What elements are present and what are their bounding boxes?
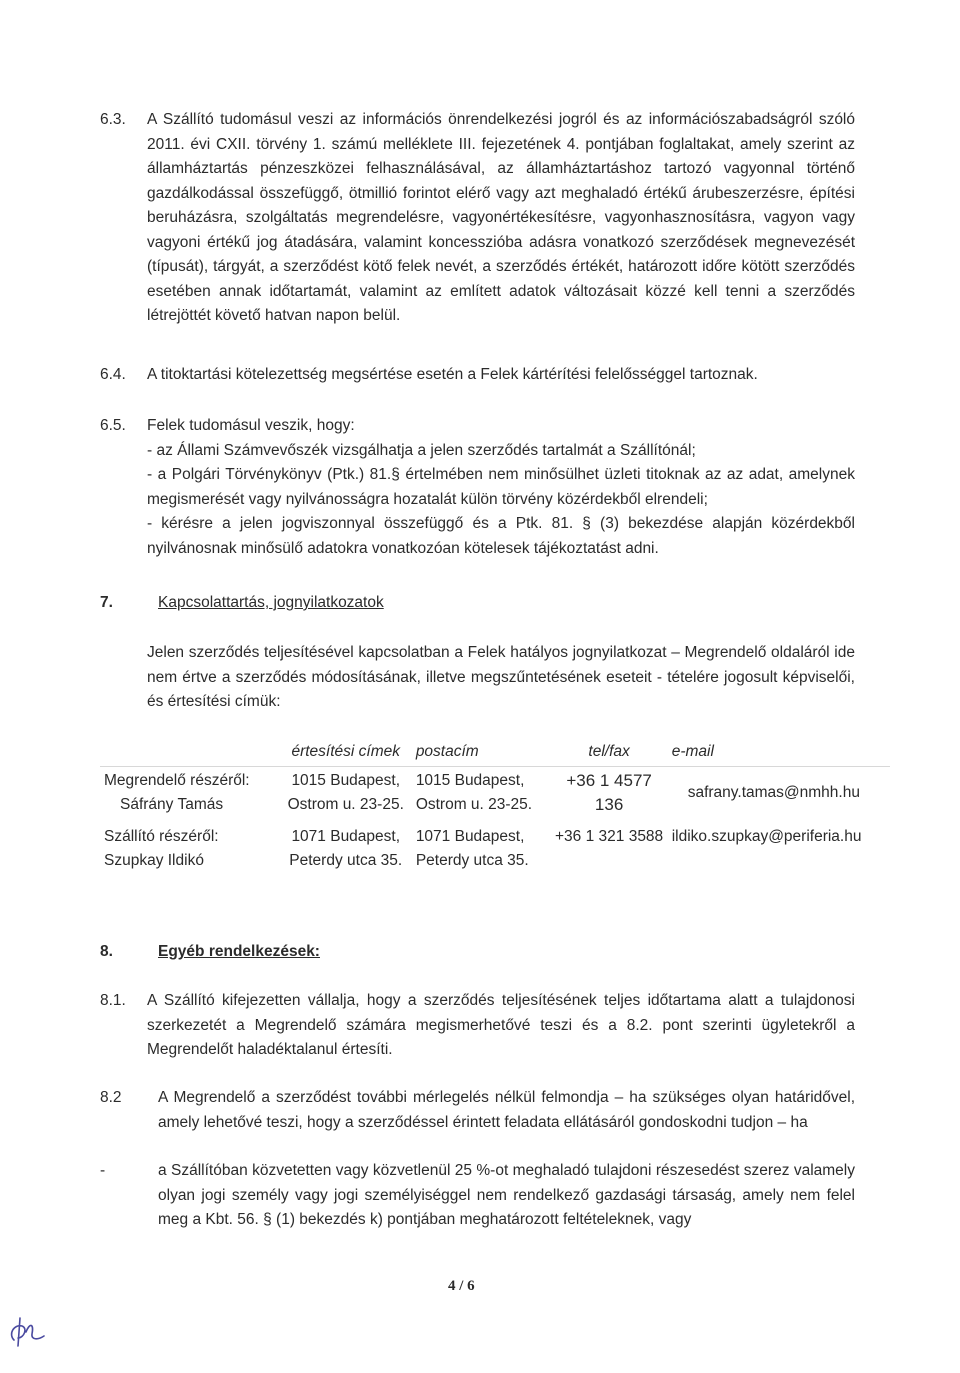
table-row	[100, 767, 890, 822]
clause-6-4	[100, 363, 855, 388]
list-item: - kérésre a jelen jogviszonnyal összefüggő és a Ptk. 81. § (3) bekezdése alapján közérdekből nyilvánosnak minősülő adatokra vonatkozóan kötelesek tájékoztatást adni.	[147, 515, 855, 557]
section-number: 8.	[100, 943, 113, 960]
clause-text: A Szállító kifejezetten vállalja, hogy a szerződés teljesítésének teljes időtartama alatt a tulajdonosi szerkezetét a Megrendelő számára megismerhetővé teszi és a 8.2. pont szerinti ügyletekről a Megrendelőt haladéktalanul értesíti.	[147, 992, 855, 1058]
list-item: - a Polgári Törvénykönyv (Ptk.) 81.§ értelmében nem minősülhet üzleti titoknak az az adat, amelynek megismerését vagy nyilvánosságra hozatalát külön törvény közérdekből elrendeli;	[147, 466, 855, 508]
clause-8-2-item	[100, 1159, 855, 1233]
clause-number: 6.5.	[100, 417, 126, 434]
clause-number: 6.4.	[100, 366, 126, 383]
clause-intro: Felek tudomásul veszik, hogy:	[147, 417, 355, 434]
clause-text: Jelen szerződés teljesítésével kapcsolatban a Felek hatályos jognyilatkozat – Megrendelő oldaláról ide nem értve a szerződés módosításának, illetve megszűntetésének eseteit - tételére jogosult képviselői, és értesítési címük:	[147, 644, 855, 710]
postal-cell: 1015 Budapest, Ostrom u. 23-25.	[412, 767, 551, 822]
postal-cell: 1071 Budapest, Peterdy utca 35.	[415, 828, 529, 869]
party-label: Megrendelő részéről:	[104, 772, 250, 789]
clause-text: A titoktartási kötelezettség megsértése esetén a Felek kártérítési felelősséggel tartoznak.	[147, 366, 758, 383]
page-number: 4 / 6	[448, 1278, 475, 1294]
header-cell: e-mail	[671, 743, 714, 760]
clause-number: 8.2	[100, 1089, 122, 1106]
list-item: a Szállítóban közvetetten vagy közvetlenül 25 %-ot meghaladó tulajdoni részesedést szerez valamely olyan jogi személy vagy jogi személyiséggel nem rendelkező gazdasági társaság, amely nem felel meg a Kbt. 56. § (1) bekezdés k) pontjában meghatározott feltételeknek, vagy	[158, 1162, 855, 1228]
clause-number: 6.3.	[100, 111, 126, 128]
section-title: Kapcsolattartás, jognyilatkozatok	[158, 594, 384, 611]
section-number: 7.	[100, 594, 113, 611]
clause-6-3	[100, 108, 855, 329]
clause-text: A Megrendelő a szerződést további mérlegelés nélkül felmondja – ha szükséges olyan határidővel, amely lehetővé teszi, hogy a szerződéssel érintett feladata ellátásáról gondoskodni tudjon – ha	[158, 1089, 855, 1131]
table-row	[100, 821, 890, 873]
signature-initials	[4, 1310, 48, 1350]
address-cell: 1015 Budapest, Ostrom u. 23-25.	[280, 767, 412, 822]
party-person: Szupkay Ildikó	[104, 852, 204, 869]
table-header-row	[100, 740, 890, 767]
party-label: Szállító részéről:	[104, 828, 219, 845]
section-title: Egyéb rendelkezések:	[158, 943, 320, 960]
phone-cell: +36 1 321 3588	[555, 828, 664, 845]
clause-7-text	[100, 641, 855, 715]
section-heading-8	[100, 943, 320, 961]
phone-cell: +36 1 4577 136	[551, 767, 668, 822]
list-dash: -	[100, 1162, 106, 1179]
header-cell: értesítési címek	[291, 743, 400, 760]
email-cell: ildiko.szupkay@periferia.hu	[671, 828, 862, 845]
section-heading-7	[100, 594, 384, 612]
header-cell: tel/fax	[588, 743, 630, 760]
contacts-table	[100, 740, 890, 873]
header-cell: postacím	[415, 743, 479, 760]
email-cell: safrany.tamas@nmhh.hu	[668, 767, 890, 822]
party-person: Sáfrány Tamás	[120, 796, 224, 813]
clause-text: A Szállító tudomásul veszi az információs önrendelkezési jogról és az információszabadságról szóló 2011. évi CXII. törvény 1. számú melléklete III. fejezetének 4. pontjában foglaltakat, amely szerint az államháztartás pénzeszközei felhasználásával, az államháztartáshoz tartozó vagyonnal történő gazdálkodással összefüggő, ötmillió forintot elérő vagy azt meghaladó értékű árubeszerzésre, építési beruházásra, szolgáltatás megrendelésre, vagyonértékesítésre, vagyonhasznosításra, vagyon vagy vagyoni értékű jog átadására, valamint koncesszióba adásra vonatkozó szerződések megnevezését (típusát), tárgyát, a szerződést kötő felek nevét, a szerződés értékét, határozott időre kötött szerződés esetében annak időtartamát, valamint az említett adatok változásait közzé kell tenni a szerződés létrejöttét követő hatvan napon belül.	[147, 111, 855, 324]
clause-8-1	[100, 989, 855, 1063]
list-item: - az Állami Számvevőszék vizsgálhatja a jelen szerződés tartalmát a Szállítónál;	[147, 441, 696, 459]
clause-6-5	[100, 414, 855, 561]
clause-number: 8.1.	[100, 992, 126, 1009]
clause-8-2	[100, 1086, 855, 1135]
address-cell: 1071 Budapest, Peterdy utca 35.	[289, 828, 403, 869]
